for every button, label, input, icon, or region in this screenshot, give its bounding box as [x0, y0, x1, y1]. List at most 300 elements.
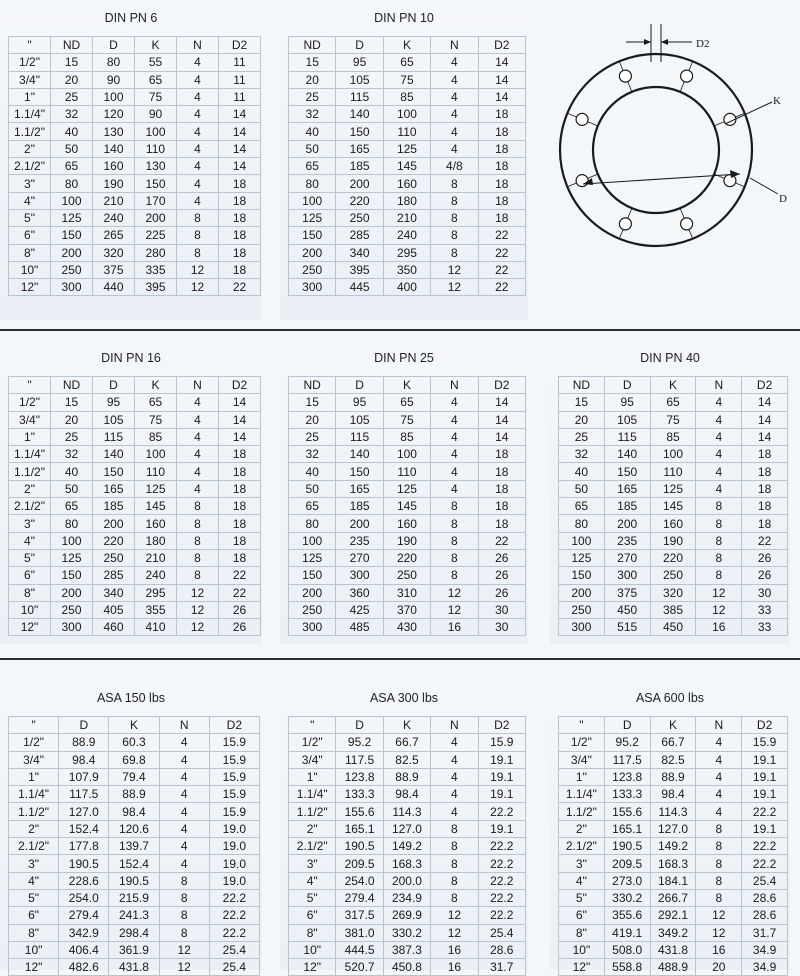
table-cell: 150 — [336, 123, 383, 140]
table-cell: 22.2 — [478, 872, 525, 889]
table-row — [289, 907, 526, 924]
table-cell: 18 — [219, 446, 261, 463]
table-cell: 10" — [289, 941, 336, 958]
table-cell: 4 — [177, 446, 219, 463]
table-cell: 450.8 — [383, 959, 430, 976]
d2-arrowhead — [661, 39, 668, 45]
table-cell: 4 — [177, 192, 219, 209]
table-cell: 50 — [559, 480, 605, 497]
table-cell: 75 — [135, 88, 177, 105]
table-cell: 220 — [336, 192, 383, 209]
table-cell: 14 — [478, 411, 525, 428]
table-header-row — [9, 377, 261, 394]
table-cell: 22 — [478, 244, 525, 261]
table-cell: 80 — [559, 515, 605, 532]
table-row — [9, 532, 261, 549]
table-cell: 6" — [9, 227, 51, 244]
table-row — [289, 619, 526, 636]
column-header: N — [696, 717, 742, 734]
table-cell: 190 — [383, 532, 430, 549]
table-cell: 25 — [289, 428, 336, 445]
table-cell: 160 — [135, 515, 177, 532]
table-cell: 200 — [336, 175, 383, 192]
table-cell: 8 — [431, 567, 478, 584]
column-header: N — [431, 717, 478, 734]
table-cell: 125 — [289, 209, 336, 226]
table-cell: 8 — [696, 498, 742, 515]
table-cell: 279.4 — [59, 907, 109, 924]
table-cell: 130 — [135, 158, 177, 175]
table-cell: 12 — [696, 601, 742, 618]
table-cell: 115 — [336, 428, 383, 445]
table-cell: 110 — [135, 463, 177, 480]
table-cell: 4 — [431, 463, 478, 480]
table-cell: 4 — [177, 54, 219, 71]
table-cell: 15.9 — [478, 734, 525, 751]
table-cell: 150 — [51, 567, 93, 584]
column-header: D — [93, 377, 135, 394]
table-cell: 3" — [9, 515, 51, 532]
table-cell: 4" — [9, 872, 59, 889]
table-cell: 12 — [696, 584, 742, 601]
table-cell: 105 — [336, 71, 383, 88]
table-cell: 8 — [431, 227, 478, 244]
table-row — [9, 959, 260, 976]
table-cell: 4 — [431, 140, 478, 157]
table-cell: 1.1/2" — [289, 803, 336, 820]
table-cell: 209.5 — [336, 855, 383, 872]
table-cell: 22 — [478, 279, 525, 296]
table-cell: 18 — [742, 515, 788, 532]
table-cell: 12" — [9, 959, 59, 976]
table-cell: 32 — [51, 106, 93, 123]
table-cell: 300 — [559, 619, 605, 636]
table-cell: 28.6 — [478, 941, 525, 958]
table-cell: 385 — [650, 601, 696, 618]
table-title: DIN PN 40 — [640, 351, 700, 365]
table-cell: 160 — [383, 515, 430, 532]
table-cell: 405 — [93, 601, 135, 618]
table-cell: 5" — [9, 549, 51, 566]
table-row — [289, 515, 526, 532]
table-row — [9, 601, 261, 618]
table-cell: 22 — [219, 567, 261, 584]
table-cell: 40 — [51, 123, 93, 140]
table-cell: 18 — [478, 480, 525, 497]
table-cell: 4 — [177, 158, 219, 175]
table-cell: 165.1 — [336, 820, 383, 837]
table-cell: 375 — [93, 261, 135, 278]
table-cell: 22.2 — [209, 924, 259, 941]
table-cell: 14 — [219, 428, 261, 445]
table-cell: 12 — [696, 907, 742, 924]
table-cell: 19.1 — [742, 786, 788, 803]
table-cell: 165 — [336, 480, 383, 497]
column-header: D2 — [219, 377, 261, 394]
table-title: ASA 300 lbs — [369, 691, 439, 705]
table-cell: 16 — [696, 619, 742, 636]
table-cell: 30 — [478, 601, 525, 618]
table-cell: 2" — [9, 480, 51, 497]
table-cell: 5" — [9, 209, 51, 226]
table-cell: 15 — [559, 394, 605, 411]
table-cell: 98.4 — [109, 803, 159, 820]
column-header: " — [289, 717, 336, 734]
table-row — [9, 820, 260, 837]
table-cell: 4" — [9, 532, 51, 549]
table-cell: 335 — [135, 261, 177, 278]
table-cell: 65 — [289, 158, 336, 175]
table-cell: 18 — [219, 175, 261, 192]
table-cell: 85 — [383, 428, 430, 445]
table-cell: 150 — [93, 463, 135, 480]
table-cell: 8 — [696, 872, 742, 889]
table-row — [559, 838, 788, 855]
table-cell: 250 — [559, 601, 605, 618]
table-cell: 228.6 — [59, 872, 109, 889]
table-row — [9, 515, 261, 532]
table-header-row — [289, 717, 526, 734]
table-row — [559, 446, 788, 463]
table-cell: 8 — [431, 192, 478, 209]
table-cell: 1/2" — [289, 734, 336, 751]
table-row — [559, 463, 788, 480]
table-row — [559, 619, 788, 636]
table-row — [289, 889, 526, 906]
table-cell: 10" — [9, 601, 51, 618]
table-cell: 133.3 — [336, 786, 383, 803]
table-cell: 40 — [559, 463, 605, 480]
table-cell: 125 — [383, 140, 430, 157]
column-header: D — [59, 717, 109, 734]
table-cell: 123.8 — [604, 768, 650, 785]
table-cell: 270 — [336, 549, 383, 566]
table-cell: 75 — [135, 411, 177, 428]
table-cell: 65 — [51, 158, 93, 175]
table-row — [289, 872, 526, 889]
table-cell: 375 — [604, 584, 650, 601]
column-header: ND — [559, 377, 605, 394]
table-row — [289, 279, 526, 296]
column-header: K — [109, 717, 159, 734]
table-cell: 292.1 — [650, 907, 696, 924]
table-row — [289, 480, 526, 497]
table-cell: 98.4 — [383, 786, 430, 803]
table-cell: 8 — [696, 855, 742, 872]
table-cell: 25 — [559, 428, 605, 445]
table-cell: 88.9 — [383, 768, 430, 785]
table-cell: 355.6 — [604, 907, 650, 924]
table-card-din-pn40 — [550, 340, 790, 644]
table-cell: 273.0 — [604, 872, 650, 889]
table-row — [559, 480, 788, 497]
table-cell: 200 — [289, 584, 336, 601]
table-cell: 265 — [93, 227, 135, 244]
table-cell: 165.1 — [604, 820, 650, 837]
table-cell: 12 — [177, 584, 219, 601]
column-header: N — [159, 717, 209, 734]
table-cell: 4" — [9, 192, 51, 209]
table-cell: 240 — [93, 209, 135, 226]
table-cell: 15.9 — [209, 751, 259, 768]
table-cell: 18 — [219, 244, 261, 261]
table-cell: 19.1 — [742, 751, 788, 768]
table-cell: 450 — [604, 601, 650, 618]
table-cell: 18 — [219, 463, 261, 480]
table-cell: 4 — [696, 786, 742, 803]
table-cell: 88.9 — [650, 768, 696, 785]
table-cell: 450 — [650, 619, 696, 636]
table-cell: 20 — [289, 71, 336, 88]
table-cell: 3" — [559, 855, 605, 872]
table-row — [559, 907, 788, 924]
table-cell: 200 — [604, 515, 650, 532]
table-cell: 300 — [336, 567, 383, 584]
column-header: " — [559, 717, 605, 734]
table-row — [9, 786, 260, 803]
table-cell: 165 — [604, 480, 650, 497]
table-cell: 8 — [431, 498, 478, 515]
table-row — [9, 394, 261, 411]
table-cell: 55 — [135, 54, 177, 71]
table-cell: 2" — [9, 140, 51, 157]
table-cell: 12 — [431, 279, 478, 296]
table-cell: 3/4" — [9, 751, 59, 768]
table-cell: 254.0 — [59, 889, 109, 906]
table-cell: 75 — [383, 71, 430, 88]
table-card-din-pn10 — [280, 0, 528, 320]
table-cell: 406.4 — [59, 941, 109, 958]
table-cell: 250 — [383, 567, 430, 584]
table-header-row — [289, 377, 526, 394]
table-cell: 150 — [336, 463, 383, 480]
table-row — [289, 446, 526, 463]
table-cell: 410 — [135, 619, 177, 636]
table-cell: 100 — [383, 106, 430, 123]
table-cell: 4 — [177, 428, 219, 445]
table-cell: 107.9 — [59, 768, 109, 785]
table-cell: 8 — [177, 515, 219, 532]
table-cell: 33 — [742, 619, 788, 636]
table-cell: 105 — [336, 411, 383, 428]
column-header: D — [604, 717, 650, 734]
table-row — [289, 123, 526, 140]
table-cell: 8" — [9, 244, 51, 261]
table-cell: 4 — [696, 734, 742, 751]
column-header: D2 — [742, 377, 788, 394]
table-row — [9, 751, 260, 768]
table-title: DIN PN 25 — [374, 351, 434, 365]
table-cell: 10" — [9, 941, 59, 958]
table-cell: 200 — [51, 244, 93, 261]
table-row — [559, 567, 788, 584]
table-row — [9, 498, 261, 515]
table-cell: 8 — [696, 532, 742, 549]
table-cell: 508.0 — [604, 941, 650, 958]
table-cell: 18 — [478, 158, 525, 175]
table-cell: 149.2 — [650, 838, 696, 855]
table-cell: 4/8 — [431, 158, 478, 175]
table-cell: 19.0 — [209, 855, 259, 872]
table-cell: 190 — [650, 532, 696, 549]
table-cell: 145 — [383, 158, 430, 175]
table-cell: 4 — [696, 394, 742, 411]
table-cell: 235 — [336, 532, 383, 549]
table-row — [9, 463, 261, 480]
column-header: D — [93, 37, 135, 54]
table-cell: 100 — [289, 532, 336, 549]
table-cell: 170 — [135, 192, 177, 209]
table-cell: 444.5 — [336, 941, 383, 958]
table-cell: 8 — [431, 244, 478, 261]
table-cell: 19.1 — [478, 786, 525, 803]
table-cell: 1.1/4" — [9, 446, 51, 463]
table-cell: 295 — [135, 584, 177, 601]
table-cell: 300 — [604, 567, 650, 584]
table-cell: 317.5 — [336, 907, 383, 924]
table-row — [559, 584, 788, 601]
table-cell: 225 — [135, 227, 177, 244]
column-header: D2 — [219, 37, 261, 54]
table-row — [9, 924, 260, 941]
table-cell: 184.1 — [650, 872, 696, 889]
table-card-asa-600 — [550, 680, 790, 975]
table-row — [9, 411, 261, 428]
table-row — [559, 394, 788, 411]
table-cell: 85 — [650, 428, 696, 445]
table-row — [559, 532, 788, 549]
table-cell: 18 — [478, 463, 525, 480]
table-cell: 120 — [93, 106, 135, 123]
table-cell: 114.3 — [650, 803, 696, 820]
table-cell: 33 — [742, 601, 788, 618]
table-cell: 190.5 — [604, 838, 650, 855]
table-header-row — [9, 717, 260, 734]
table-cell: 18 — [478, 515, 525, 532]
table-cell: 19.1 — [742, 820, 788, 837]
table-cell: 8 — [177, 498, 219, 515]
table-cell: 4 — [431, 54, 478, 71]
table-cell: 18 — [478, 498, 525, 515]
table-cell: 26 — [742, 567, 788, 584]
table-cell: 8 — [696, 549, 742, 566]
table-cell: 1.1/2" — [9, 803, 59, 820]
table-cell: 150 — [51, 227, 93, 244]
table-cell: 1.1/4" — [9, 106, 51, 123]
table-cell: 18 — [219, 261, 261, 278]
column-header: N — [177, 377, 219, 394]
table-row — [559, 751, 788, 768]
table-cell: 330.2 — [604, 889, 650, 906]
table-cell: 14 — [219, 123, 261, 140]
table-cell: 18 — [219, 532, 261, 549]
table-cell: 19.1 — [478, 768, 525, 785]
table-cell: 4 — [431, 446, 478, 463]
table-cell: 250 — [51, 261, 93, 278]
table-cell: 20 — [289, 411, 336, 428]
bolt-hole — [576, 175, 588, 187]
table-cell: 1.1/2" — [9, 123, 51, 140]
table-cell: 50 — [289, 480, 336, 497]
table-cell: 15 — [51, 394, 93, 411]
table-row — [9, 106, 261, 123]
table-cell: 515 — [604, 619, 650, 636]
table-cell: 8 — [431, 549, 478, 566]
column-header: D2 — [478, 37, 525, 54]
table-cell: 22 — [219, 279, 261, 296]
table-cell: 152.4 — [59, 820, 109, 837]
table-cell: 110 — [383, 463, 430, 480]
table-row — [9, 71, 261, 88]
table-cell: 66.7 — [383, 734, 430, 751]
column-header: K — [383, 37, 430, 54]
table-cell: 250 — [93, 549, 135, 566]
table-cell: 4 — [159, 838, 209, 855]
table-cell: 22.2 — [478, 889, 525, 906]
table-cell: 12 — [431, 261, 478, 278]
table-cell: 4 — [696, 803, 742, 820]
table-row — [289, 463, 526, 480]
table-cell: 200 — [289, 244, 336, 261]
table-cell: 12 — [431, 601, 478, 618]
table-cell: 2.1/2" — [9, 158, 51, 175]
table-header-row — [559, 377, 788, 394]
table-cell: 12 — [431, 924, 478, 941]
table-cell: 12 — [431, 584, 478, 601]
table-cell: 15.9 — [209, 786, 259, 803]
table-cell: 2.1/2" — [9, 838, 59, 855]
table-cell: 40 — [289, 123, 336, 140]
table-cell: 149.2 — [383, 838, 430, 855]
table-cell: 4 — [431, 428, 478, 445]
table-cell: 95 — [336, 394, 383, 411]
table-cell: 250 — [51, 601, 93, 618]
table-cell: 26 — [219, 601, 261, 618]
table-cell: 18 — [219, 549, 261, 566]
table-row — [9, 768, 260, 785]
table-cell: 2" — [289, 820, 336, 837]
table-cell: 4 — [177, 480, 219, 497]
table-row — [289, 751, 526, 768]
table-header-row — [9, 37, 261, 54]
table-cell: 80 — [289, 175, 336, 192]
table-cell: 200 — [93, 515, 135, 532]
table-row — [289, 498, 526, 515]
table-cell: 4 — [177, 106, 219, 123]
table-cell: 98.4 — [650, 786, 696, 803]
spec-table — [8, 716, 260, 976]
table-cell: 4 — [431, 106, 478, 123]
table-cell: 65 — [383, 394, 430, 411]
table-cell: 4 — [159, 734, 209, 751]
table-cell: 115 — [604, 428, 650, 445]
table-row — [9, 941, 260, 958]
table-row — [289, 227, 526, 244]
table-cell: 1.1/4" — [289, 786, 336, 803]
table-cell: 115 — [336, 88, 383, 105]
table-row — [289, 584, 526, 601]
table-cell: 95 — [604, 394, 650, 411]
table-cell: 100 — [93, 88, 135, 105]
table-cell: 370 — [383, 601, 430, 618]
table-cell: 3/4" — [559, 751, 605, 768]
table-cell: 431.8 — [650, 941, 696, 958]
table-row — [9, 123, 261, 140]
table-cell: 15 — [289, 54, 336, 71]
table-cell: 125 — [51, 209, 93, 226]
table-cell: 110 — [650, 463, 696, 480]
flange-outer-circle — [560, 54, 752, 246]
